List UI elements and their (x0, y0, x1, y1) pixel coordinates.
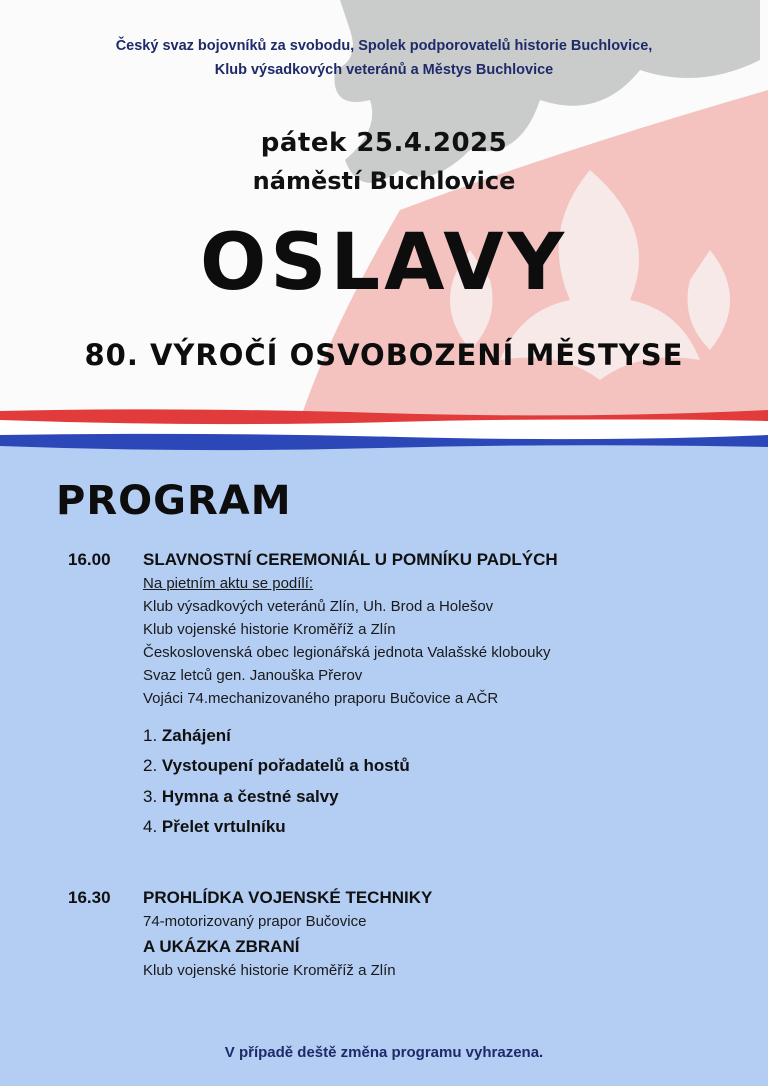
event1-title: SLAVNOSTNÍ CEREMONIÁL U POMNÍKU PADLÝCH (143, 550, 558, 569)
event-date: pátek 25.4.2025 (260, 128, 508, 158)
item-label: Vystoupení pořadatelů a hostů (161, 756, 410, 775)
item-number: 3. (143, 787, 158, 806)
organizers-line-1: Český svaz bojovníků za svobodu, Spolek podporovatelů historie Buchlovice, (115, 38, 653, 54)
item-label: Přelet vrtulníku (161, 817, 286, 836)
flag-stripes (0, 405, 768, 455)
event2-sub-1: 74-motorizovaný prapor Bučovice (143, 913, 367, 930)
event1-time: 16.00 (68, 550, 111, 569)
program-heading: PROGRAM (56, 478, 292, 524)
program-item-2 (143, 756, 410, 776)
participant-2: Klub vojenské historie Kroměříž a Zlín (143, 621, 396, 638)
participant-1: Klub výsadkových veteránů Zlín, Uh. Brod a Holešov (143, 598, 494, 615)
main-subtitle: 80. VÝROČÍ OSVOBOZENÍ MĚSTYSE (84, 338, 684, 372)
participant-4: Svaz letců gen. Janouška Přerov (143, 667, 363, 684)
footer-note: V případě deště změna programu vyhrazena. (224, 1044, 544, 1061)
item-number: 4. (143, 817, 158, 836)
program-item-1 (143, 726, 231, 746)
event2-time: 16.30 (68, 888, 111, 907)
organizers-line-2: Klub výsadkových veteránů a Městys Buchlovice (214, 62, 554, 78)
participant-3: Československá obec legionářská jednota Valašské klobouky (143, 644, 551, 661)
program-item-4 (143, 817, 286, 837)
participant-5: Vojáci 74.mechanizovaného praporu Bučovice a AČR (143, 690, 499, 707)
blue-stripe (0, 434, 768, 450)
program-item-3 (143, 787, 339, 807)
item-number: 2. (143, 756, 158, 775)
event2-sub-2: Klub vojenské historie Kroměříž a Zlín (143, 962, 396, 979)
event2-title-2: A UKÁZKA ZBRANÍ (143, 937, 300, 956)
event2-title-1: PROHLÍDKA VOJENSKÉ TECHNIKY (143, 888, 433, 907)
event-place: náměstí Buchlovice (252, 167, 516, 195)
item-number: 1. (143, 726, 158, 745)
header-area (0, 0, 768, 420)
main-title: OSLAVY (199, 218, 569, 308)
event1-intro: Na pietním aktu se podílí: (143, 575, 314, 592)
item-label: Hymna a čestné salvy (161, 787, 339, 806)
item-label: Zahájení (161, 726, 231, 745)
